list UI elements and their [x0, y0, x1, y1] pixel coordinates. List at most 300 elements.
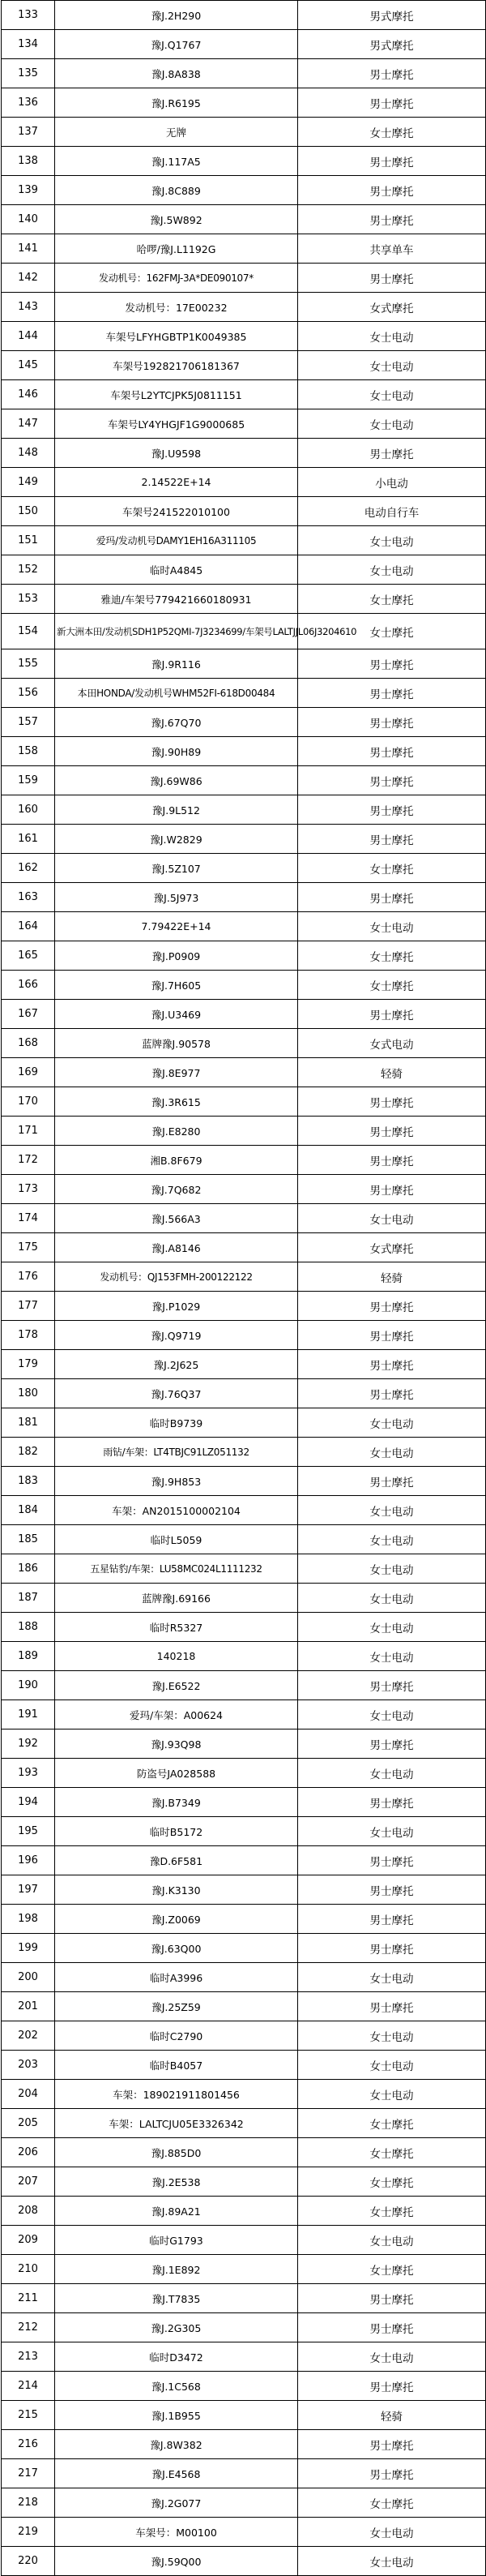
table-row [2, 526, 486, 555]
vehicle-type-cell: 女士电动 [298, 1584, 486, 1613]
table-row [2, 555, 486, 585]
vehicle-identifier-cell: 豫J.9R116 [55, 649, 298, 679]
vehicle-identifier-cell: 豫J.9L512 [55, 795, 298, 825]
vehicle-identifier-cell: 豫J.P0909 [55, 941, 298, 971]
table-row [2, 1262, 486, 1292]
row-index-cell: 206 [2, 2138, 55, 2167]
row-index-cell: 183 [2, 1467, 55, 1496]
row-index-cell: 164 [2, 912, 55, 941]
vehicle-type-cell: 女士摩托 [298, 614, 486, 649]
vehicle-type-cell: 女士摩托 [298, 2255, 486, 2284]
row-index-cell: 208 [2, 2197, 55, 2226]
table-row [2, 2488, 486, 2518]
vehicle-identifier-cell: 豫J.885D0 [55, 2138, 298, 2167]
vehicle-type-cell: 男士摩托 [298, 766, 486, 795]
table-row [2, 1408, 486, 1438]
row-index-cell: 217 [2, 2459, 55, 2488]
row-index-cell: 166 [2, 971, 55, 1000]
table-row [2, 322, 486, 351]
table-row [2, 59, 486, 88]
row-index-cell: 216 [2, 2430, 55, 2459]
vehicle-identifier-cell: 豫D.6F581 [55, 1846, 298, 1875]
vehicle-identifier-cell: 雅迪/车架号779421660180931 [55, 585, 298, 614]
vehicle-identifier-cell: 豫J.3R615 [55, 1087, 298, 1117]
row-index-cell: 219 [2, 2518, 55, 2547]
table-row [2, 409, 486, 439]
vehicle-identifier-cell: 7.79422E+14 [55, 912, 298, 941]
vehicle-type-cell: 男士摩托 [298, 439, 486, 468]
row-index-cell: 157 [2, 708, 55, 737]
table-row [2, 2255, 486, 2284]
table-row [2, 1992, 486, 2021]
row-index-cell: 158 [2, 737, 55, 766]
row-index-cell: 209 [2, 2226, 55, 2255]
row-index-cell: 156 [2, 679, 55, 708]
vehicle-type-cell: 男士摩托 [298, 88, 486, 118]
row-index-cell: 187 [2, 1584, 55, 1613]
vehicle-identifier-cell: 豫J.A8146 [55, 1233, 298, 1262]
vehicle-type-cell: 女士电动 [298, 1642, 486, 1671]
row-index-cell: 195 [2, 1817, 55, 1846]
vehicle-identifier-cell: 豫J.8C889 [55, 176, 298, 205]
vehicle-type-cell: 女士摩托 [298, 118, 486, 147]
table-row [2, 1438, 486, 1467]
table-row [2, 88, 486, 118]
vehicle-identifier-cell: 豫J.89A21 [55, 2197, 298, 2226]
vehicle-identifier-cell: 车架号LFYHGBTP1K0049385 [55, 322, 298, 351]
vehicle-identifier-cell: 豫J.5Z107 [55, 854, 298, 883]
row-index-cell: 137 [2, 118, 55, 147]
row-index-cell: 190 [2, 1671, 55, 1700]
table-row [2, 1000, 486, 1029]
vehicle-type-cell: 男士摩托 [298, 737, 486, 766]
row-index-cell: 177 [2, 1292, 55, 1321]
row-index-cell: 175 [2, 1233, 55, 1262]
vehicle-identifier-cell: 2.14522E+14 [55, 468, 298, 497]
table-row [2, 912, 486, 941]
row-index-cell: 146 [2, 380, 55, 409]
row-index-cell: 174 [2, 1204, 55, 1233]
vehicle-type-cell: 男式摩托 [298, 1, 486, 30]
vehicle-identifier-cell: 无牌 [55, 118, 298, 147]
table-row [2, 1175, 486, 1204]
vehicle-type-cell: 女士摩托 [298, 2138, 486, 2167]
vehicle-identifier-cell: 五星钻豹/车架：LU58MC024L1111232 [55, 1554, 298, 1584]
row-index-cell: 170 [2, 1087, 55, 1117]
vehicle-identifier-cell: 临时L5059 [55, 1525, 298, 1554]
vehicle-identifier-cell: 车架：189021911801456 [55, 2080, 298, 2109]
row-index-cell: 182 [2, 1438, 55, 1467]
vehicle-identifier-cell: 临时A4845 [55, 555, 298, 585]
table-row [2, 468, 486, 497]
table-row [2, 614, 486, 649]
table-row [2, 1117, 486, 1146]
vehicle-type-cell: 男士摩托 [298, 59, 486, 88]
vehicle-type-cell: 女士电动 [298, 912, 486, 941]
row-index-cell: 151 [2, 526, 55, 555]
vehicle-identifier-cell: 豫J.7Q682 [55, 1175, 298, 1204]
vehicle-type-cell: 男士摩托 [298, 1671, 486, 1700]
row-index-cell: 218 [2, 2488, 55, 2518]
row-index-cell: 180 [2, 1379, 55, 1408]
vehicle-type-cell: 女士电动 [298, 2021, 486, 2051]
row-index-cell: 152 [2, 555, 55, 585]
vehicle-identifier-cell: 豫J.59Q00 [55, 2547, 298, 2576]
vehicle-type-cell: 女士电动 [298, 1496, 486, 1525]
row-index-cell: 171 [2, 1117, 55, 1146]
table-row [2, 1963, 486, 1992]
vehicle-identifier-cell: 豫J.R6195 [55, 88, 298, 118]
vehicle-identifier-cell: 豫J.W2829 [55, 825, 298, 854]
vehicle-type-cell: 男士摩托 [298, 1379, 486, 1408]
vehicle-identifier-cell: 临时C2790 [55, 2021, 298, 2051]
vehicle-type-cell: 女士摩托 [298, 585, 486, 614]
table-row [2, 1525, 486, 1554]
table-row [2, 2109, 486, 2138]
table-row [2, 854, 486, 883]
vehicle-identifier-cell: 湘B.8F679 [55, 1146, 298, 1175]
table-row [2, 1204, 486, 1233]
vehicle-type-cell: 轻骑 [298, 1058, 486, 1087]
vehicle-type-cell: 女士摩托 [298, 2167, 486, 2197]
vehicle-type-cell: 女士摩托 [298, 971, 486, 1000]
table-row [2, 1496, 486, 1525]
row-index-cell: 192 [2, 1729, 55, 1759]
row-index-cell: 189 [2, 1642, 55, 1671]
row-index-cell: 197 [2, 1875, 55, 1905]
table-row [2, 649, 486, 679]
vehicle-type-cell: 男士摩托 [298, 1146, 486, 1175]
vehicle-type-cell: 男式摩托 [298, 30, 486, 59]
table-row [2, 585, 486, 614]
vehicle-type-cell: 女士电动 [298, 1817, 486, 1846]
row-index-cell: 142 [2, 264, 55, 293]
vehicle-type-cell: 女士电动 [298, 409, 486, 439]
table-row [2, 1554, 486, 1584]
vehicle-identifier-cell: 临时D3472 [55, 2342, 298, 2372]
vehicle-identifier-cell: 豫J.566A3 [55, 1204, 298, 1233]
vehicle-type-cell: 女士电动 [298, 322, 486, 351]
table-row [2, 1642, 486, 1671]
vehicle-type-cell: 男士摩托 [298, 679, 486, 708]
table-row [2, 2051, 486, 2080]
vehicle-type-cell: 男士摩托 [298, 1905, 486, 1934]
row-index-cell: 136 [2, 88, 55, 118]
vehicle-type-cell: 女式摩托 [298, 1233, 486, 1262]
row-index-cell: 159 [2, 766, 55, 795]
vehicle-identifier-cell: 豫J.1E892 [55, 2255, 298, 2284]
row-index-cell: 213 [2, 2342, 55, 2372]
vehicle-identifier-cell: 豫J.1C568 [55, 2372, 298, 2401]
table-row [2, 264, 486, 293]
table-row [2, 2284, 486, 2313]
table-row [2, 380, 486, 409]
table-row [2, 1759, 486, 1788]
table-row [2, 2167, 486, 2197]
vehicle-type-cell: 男士摩托 [298, 1292, 486, 1321]
vehicle-type-cell: 男士摩托 [298, 649, 486, 679]
vehicle-type-cell: 女士电动 [298, 1408, 486, 1438]
vehicle-identifier-cell: 豫J.9H853 [55, 1467, 298, 1496]
table-row [2, 234, 486, 264]
row-index-cell: 200 [2, 1963, 55, 1992]
vehicle-identifier-cell: 豫J.T7835 [55, 2284, 298, 2313]
table-row [2, 1846, 486, 1875]
vehicle-table [1, 0, 486, 2576]
vehicle-type-cell: 女士摩托 [298, 2109, 486, 2138]
table-row [2, 2080, 486, 2109]
vehicle-identifier-cell: 豫J.2G077 [55, 2488, 298, 2518]
vehicle-type-cell: 轻骑 [298, 1262, 486, 1292]
table-row [2, 1875, 486, 1905]
vehicle-identifier-cell: 新大洲本田/发动机SDH1P52QMI-7J3234699/车架号LALTJJL06J3204610 [55, 614, 298, 649]
vehicle-identifier-cell: 豫J.63Q00 [55, 1934, 298, 1963]
vehicle-type-cell: 轻骑 [298, 2401, 486, 2430]
row-index-cell: 214 [2, 2372, 55, 2401]
vehicle-type-cell: 男士摩托 [298, 795, 486, 825]
vehicle-identifier-cell: 豫J.Q9719 [55, 1321, 298, 1350]
vehicle-type-cell: 男士摩托 [298, 1467, 486, 1496]
vehicle-type-cell: 女士电动 [298, 1759, 486, 1788]
row-index-cell: 133 [2, 1, 55, 30]
table-row [2, 2372, 486, 2401]
vehicle-identifier-cell: 豫J.E8280 [55, 1117, 298, 1146]
row-index-cell: 215 [2, 2401, 55, 2430]
row-index-cell: 196 [2, 1846, 55, 1875]
vehicle-type-cell: 女式电动 [298, 1029, 486, 1058]
vehicle-type-cell: 男士摩托 [298, 147, 486, 176]
vehicle-identifier-cell: 豫J.5W892 [55, 205, 298, 234]
vehicle-type-cell: 女士电动 [298, 2547, 486, 2576]
row-index-cell: 207 [2, 2167, 55, 2197]
vehicle-identifier-cell: 豫J.8A838 [55, 59, 298, 88]
vehicle-identifier-cell: 临时B5172 [55, 1817, 298, 1846]
row-index-cell: 176 [2, 1262, 55, 1292]
vehicle-type-cell: 女士电动 [298, 351, 486, 380]
vehicle-type-cell: 女士摩托 [298, 2197, 486, 2226]
vehicle-identifier-cell: 豫J.K3130 [55, 1875, 298, 1905]
row-index-cell: 147 [2, 409, 55, 439]
table-row [2, 1379, 486, 1408]
vehicle-type-cell: 女士电动 [298, 2518, 486, 2547]
vehicle-identifier-cell: 豫J.2J625 [55, 1350, 298, 1379]
row-index-cell: 140 [2, 205, 55, 234]
row-index-cell: 178 [2, 1321, 55, 1350]
row-index-cell: 203 [2, 2051, 55, 2080]
vehicle-identifier-cell: 车架号192821706181367 [55, 351, 298, 380]
row-index-cell: 179 [2, 1350, 55, 1379]
table-row [2, 439, 486, 468]
vehicle-identifier-cell: 豫J.76Q37 [55, 1379, 298, 1408]
vehicle-type-cell: 男士摩托 [298, 2372, 486, 2401]
row-index-cell: 220 [2, 2547, 55, 2576]
table-row [2, 1700, 486, 1729]
vehicle-identifier-cell: 爱玛/发动机号DAMY1EH16A311105 [55, 526, 298, 555]
vehicle-identifier-cell: 豫J.67Q70 [55, 708, 298, 737]
vehicle-identifier-cell: 豫J.25Z59 [55, 1992, 298, 2021]
row-index-cell: 167 [2, 1000, 55, 1029]
row-index-cell: 210 [2, 2255, 55, 2284]
vehicle-type-cell: 男士摩托 [298, 1846, 486, 1875]
table-row [2, 1671, 486, 1700]
table-row [2, 1146, 486, 1175]
vehicle-type-cell: 女士电动 [298, 1613, 486, 1642]
vehicle-type-cell: 男士摩托 [298, 1321, 486, 1350]
vehicle-identifier-cell: 豫J.Z0069 [55, 1905, 298, 1934]
vehicle-type-cell: 女士电动 [298, 555, 486, 585]
row-index-cell: 198 [2, 1905, 55, 1934]
row-index-cell: 169 [2, 1058, 55, 1087]
table-row [2, 2197, 486, 2226]
vehicle-type-cell: 男士摩托 [298, 1992, 486, 2021]
row-index-cell: 188 [2, 1613, 55, 1642]
vehicle-type-cell: 女士摩托 [298, 2488, 486, 2518]
vehicle-type-cell: 女士电动 [298, 1204, 486, 1233]
table-row [2, 2401, 486, 2430]
vehicle-type-cell: 男士摩托 [298, 825, 486, 854]
table-row [2, 795, 486, 825]
row-index-cell: 154 [2, 614, 55, 649]
table-row [2, 941, 486, 971]
table-row [2, 971, 486, 1000]
vehicle-identifier-cell: 140218 [55, 1642, 298, 1671]
table-row [2, 293, 486, 322]
vehicle-type-cell: 女士电动 [298, 380, 486, 409]
vehicle-type-cell: 女士电动 [298, 1554, 486, 1584]
vehicle-type-cell: 女士电动 [298, 1525, 486, 1554]
vehicle-identifier-cell: 豫J.93Q98 [55, 1729, 298, 1759]
vehicle-type-cell: 女士电动 [298, 1963, 486, 1992]
row-index-cell: 162 [2, 854, 55, 883]
vehicle-type-cell: 女士摩托 [298, 854, 486, 883]
vehicle-identifier-cell: 临时B4057 [55, 2051, 298, 2080]
vehicle-type-cell: 男士摩托 [298, 2430, 486, 2459]
row-index-cell: 205 [2, 2109, 55, 2138]
row-index-cell: 143 [2, 293, 55, 322]
row-index-cell: 160 [2, 795, 55, 825]
vehicle-type-cell: 男士摩托 [298, 1350, 486, 1379]
vehicle-table-body [2, 1, 486, 2576]
table-row [2, 497, 486, 526]
vehicle-identifier-cell: 豫J.8W382 [55, 2430, 298, 2459]
table-row [2, 118, 486, 147]
table-row [2, 351, 486, 380]
table-row [2, 147, 486, 176]
table-row [2, 1029, 486, 1058]
vehicle-identifier-cell: 临时R5327 [55, 1613, 298, 1642]
vehicle-type-cell: 男士摩托 [298, 1934, 486, 1963]
table-row [2, 1058, 486, 1087]
vehicle-type-cell: 男士摩托 [298, 264, 486, 293]
vehicle-type-cell: 女士电动 [298, 2051, 486, 2080]
row-index-cell: 135 [2, 59, 55, 88]
vehicle-identifier-cell: 临时G1793 [55, 2226, 298, 2255]
vehicle-identifier-cell: 爱玛/车架：A00624 [55, 1700, 298, 1729]
vehicle-type-cell: 女士摩托 [298, 941, 486, 971]
row-index-cell: 144 [2, 322, 55, 351]
vehicle-type-cell: 男士摩托 [298, 176, 486, 205]
vehicle-identifier-cell: 豫J.P1029 [55, 1292, 298, 1321]
vehicle-identifier-cell: 豫J.1B955 [55, 2401, 298, 2430]
table-row [2, 2226, 486, 2255]
vehicle-type-cell: 男士摩托 [298, 708, 486, 737]
table-row [2, 1584, 486, 1613]
vehicle-type-cell: 男士摩托 [298, 1117, 486, 1146]
table-row [2, 1350, 486, 1379]
vehicle-identifier-cell: 豫J.5J973 [55, 883, 298, 912]
vehicle-identifier-cell: 豫J.Q1767 [55, 30, 298, 59]
row-index-cell: 150 [2, 497, 55, 526]
table-row [2, 1467, 486, 1496]
row-index-cell: 138 [2, 147, 55, 176]
row-index-cell: 148 [2, 439, 55, 468]
vehicle-type-cell: 男士摩托 [298, 1875, 486, 1905]
vehicle-type-cell: 男士摩托 [298, 1175, 486, 1204]
vehicle-identifier-cell: 车架号：M00100 [55, 2518, 298, 2547]
row-index-cell: 134 [2, 30, 55, 59]
vehicle-identifier-cell: 车架：AN2015100002104 [55, 1496, 298, 1525]
vehicle-type-cell: 女士电动 [298, 1438, 486, 1467]
table-row [2, 1, 486, 30]
row-index-cell: 212 [2, 2313, 55, 2342]
table-row [2, 2342, 486, 2372]
table-row [2, 883, 486, 912]
table-row [2, 2138, 486, 2167]
vehicle-type-cell: 男士摩托 [298, 1729, 486, 1759]
vehicle-identifier-cell: 豫J.2E538 [55, 2167, 298, 2197]
vehicle-identifier-cell: 车架号LY4YHGJF1G9000685 [55, 409, 298, 439]
vehicle-identifier-cell: 豫J.69W86 [55, 766, 298, 795]
vehicle-type-cell: 男士摩托 [298, 205, 486, 234]
vehicle-identifier-cell: 豫J.90H89 [55, 737, 298, 766]
vehicle-type-cell: 男士摩托 [298, 883, 486, 912]
table-row [2, 766, 486, 795]
table-row [2, 737, 486, 766]
row-index-cell: 185 [2, 1525, 55, 1554]
row-index-cell: 141 [2, 234, 55, 264]
table-row [2, 1087, 486, 1117]
vehicle-identifier-cell: 豫J.U9598 [55, 439, 298, 468]
table-row [2, 1233, 486, 1262]
vehicle-type-cell: 小电动 [298, 468, 486, 497]
row-index-cell: 186 [2, 1554, 55, 1584]
table-row [2, 708, 486, 737]
table-row [2, 2313, 486, 2342]
vehicle-type-cell: 男士摩托 [298, 2284, 486, 2313]
vehicle-type-cell: 女式摩托 [298, 293, 486, 322]
vehicle-identifier-cell: 临时A3996 [55, 1963, 298, 1992]
row-index-cell: 181 [2, 1408, 55, 1438]
table-row [2, 2547, 486, 2576]
row-index-cell: 155 [2, 649, 55, 679]
vehicle-identifier-cell: 豫J.7H605 [55, 971, 298, 1000]
row-index-cell: 168 [2, 1029, 55, 1058]
table-row [2, 30, 486, 59]
vehicle-type-cell: 女士电动 [298, 2080, 486, 2109]
vehicle-type-cell: 男士摩托 [298, 1000, 486, 1029]
vehicle-identifier-cell: 豫J.8E977 [55, 1058, 298, 1087]
vehicle-identifier-cell: 发动机号：17E00232 [55, 293, 298, 322]
vehicle-identifier-cell: 蓝牌豫J.90578 [55, 1029, 298, 1058]
vehicle-type-cell: 女士电动 [298, 2226, 486, 2255]
vehicle-type-cell: 女士电动 [298, 2342, 486, 2372]
table-row [2, 1321, 486, 1350]
vehicle-type-cell: 男士摩托 [298, 2459, 486, 2488]
vehicle-identifier-cell: 豫J.U3469 [55, 1000, 298, 1029]
vehicle-identifier-cell: 车架号L2YTCJPK5J0811151 [55, 380, 298, 409]
table-row [2, 2459, 486, 2488]
table-row [2, 2518, 486, 2547]
